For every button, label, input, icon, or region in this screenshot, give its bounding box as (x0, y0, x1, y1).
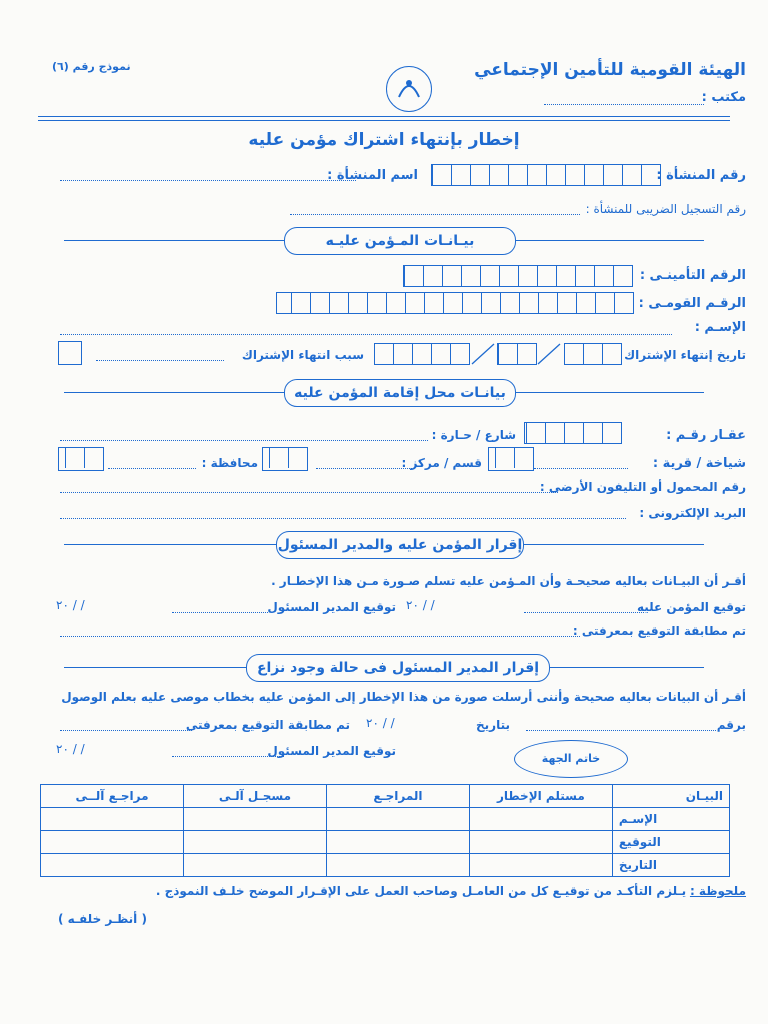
form-number: نموذج رقم (٦) (52, 60, 131, 73)
end-day-boxes[interactable] (374, 343, 470, 365)
governorate-field[interactable] (108, 468, 196, 469)
insured-name-label: الإسـم : (694, 320, 746, 335)
table-row (41, 854, 730, 877)
dispute-match-label: تم مطابقة التوقيع بمعرفتى (185, 718, 350, 732)
table-row (41, 808, 730, 831)
district-code-boxes[interactable] (488, 447, 534, 471)
district-field[interactable] (316, 468, 412, 469)
table-header: مستلم الإخطار (469, 785, 612, 808)
insured-name-field[interactable] (60, 334, 672, 335)
note-text: يـلزم التأكـد من توقيـع كل من العامـل وصاحب العمل على الإقـرار الموضح خلـف النموذج . (155, 884, 687, 898)
table-header: مراجـع آلــى (41, 785, 184, 808)
dispute-match-field[interactable] (60, 730, 192, 731)
district-label: قسم / مركز : (401, 456, 482, 470)
logo-icon (387, 67, 431, 111)
table-header: المراجـع (326, 785, 469, 808)
declaration-statement: أقـر أن البيـانات بعاليه صحيحـة وأن المـؤمن عليه تسلم صـورة مـن هذا الإخطـار . (271, 574, 746, 588)
office-label: مكتب : (701, 90, 746, 105)
dispute-manager-signature-field[interactable] (172, 756, 284, 757)
table-cell[interactable] (41, 808, 184, 831)
dispute-manager-signature-date[interactable]: / / ٢٠ (56, 742, 85, 756)
table-header: البيـان (612, 785, 729, 808)
table-header: مسجـل آلـى (183, 785, 326, 808)
table-cell[interactable] (41, 831, 184, 854)
property-number-boxes[interactable] (524, 422, 622, 444)
table-cell[interactable] (469, 854, 612, 877)
logo-emblem (386, 66, 432, 112)
note (156, 884, 746, 898)
signature-match-label: تم مطابقة التوقيع بمعرفتى : (572, 624, 746, 638)
insurance-number-label: الرقم التأمينـى : (639, 268, 746, 283)
table-cell[interactable] (326, 808, 469, 831)
insurance-number-boxes[interactable] (403, 265, 633, 287)
reason-label: سبب انتهاء الإشتراك (241, 348, 364, 362)
office-field[interactable] (544, 104, 704, 105)
residence-section-heading: بيانـات محل إقامة المؤمن عليه (284, 379, 516, 407)
header-divider-bottom (38, 120, 730, 121)
manager-signature-label: توقيع المدير المسئول (267, 600, 396, 614)
date-separator-icon (536, 342, 562, 366)
table-cell[interactable] (469, 831, 612, 854)
establishment-number-boxes[interactable] (431, 164, 661, 186)
letter-number-label: برقم (716, 718, 746, 732)
establishment-name-label: اسم المنشأة : (327, 168, 418, 183)
letter-number-field[interactable] (526, 730, 716, 731)
table-cell[interactable] (326, 854, 469, 877)
table-cell[interactable] (469, 808, 612, 831)
establishment-number-label: رقم المنشأة : (656, 168, 746, 183)
village-label: شياخة / قرية : (652, 456, 746, 471)
table-cell[interactable] (183, 808, 326, 831)
email-field[interactable] (60, 518, 626, 519)
reason-code-box[interactable] (58, 341, 82, 365)
form-title: إخطار بإنتهاء اشتراك مؤمن عليه (248, 130, 520, 150)
table-row-label: التوقيع (612, 831, 729, 854)
review-table (40, 784, 730, 877)
end-date-label: تاريخ إنتهاء الإشتراك (624, 348, 746, 362)
table-cell[interactable] (183, 854, 326, 877)
table-cell[interactable] (326, 831, 469, 854)
governorate-boxes[interactable] (58, 447, 104, 471)
insured-signature-field[interactable] (524, 612, 644, 613)
phone-label: رقم المحمول أو التليفون الأرضى : (539, 480, 746, 494)
village-field[interactable] (534, 468, 628, 469)
tax-label: رقم التسجيل الضريبى للمنشأة : (585, 202, 746, 216)
tax-field[interactable] (290, 214, 580, 215)
insured-signature-label: توقيع المؤمن عليه (636, 600, 746, 614)
governorate-code-boxes[interactable] (262, 447, 308, 471)
reason-field[interactable] (96, 360, 224, 361)
header-divider-top (38, 116, 730, 117)
see-back: ( أنظـر خلفـه ) (58, 912, 147, 926)
dispute-statement: أقـر أن البيانات بعاليه صحيحة وأننى أرسلت صورة من هذا الإخطار إلى المؤمن عليه بخطاب موصى عليه بعلم الوصول (61, 690, 746, 704)
letter-date-label: بتاريخ (476, 718, 510, 732)
table-cell[interactable] (183, 831, 326, 854)
table-row-label: التاريخ (612, 854, 729, 877)
property-number-label: عقـار رقـم : (666, 428, 746, 443)
end-month-boxes[interactable] (497, 343, 537, 365)
dispute-section-heading: إقرار المدير المسئول فى حالة وجود نزاع (246, 654, 550, 682)
national-number-label: الرقـم القومـى : (638, 296, 746, 311)
table-header-row (41, 785, 730, 808)
note-label: ملحوظة : (689, 884, 746, 898)
manager-signature-field[interactable] (172, 612, 268, 613)
declaration-section-heading: إقرار المؤمن عليه والمدير المسئول (276, 531, 524, 559)
street-label: شارع / حـارة : (431, 428, 516, 442)
org-name: الهيئة القومية للتأمين الإجتماعي (474, 60, 746, 80)
table-cell[interactable] (41, 854, 184, 877)
insured-section-heading: بيـانـات المـؤمن عليـه (284, 227, 516, 255)
insured-signature-date[interactable]: / / ٢٠ (406, 598, 435, 612)
table-row (41, 831, 730, 854)
street-field[interactable] (60, 440, 428, 441)
national-number-boxes[interactable] (276, 292, 634, 314)
manager-signature-date[interactable]: / / ٢٠ (56, 598, 85, 612)
date-separator-icon (470, 342, 496, 366)
table-row-label: الإسـم (612, 808, 729, 831)
stamp-oval[interactable]: خاتم الجهة (514, 740, 628, 778)
dispute-manager-signature-label: توقيع المدير المسئول (267, 744, 396, 758)
phone-field[interactable] (60, 492, 558, 493)
signature-match-field[interactable] (60, 636, 580, 637)
email-label: البريد الإلكترونى : (639, 506, 746, 520)
letter-date-value[interactable]: / / ٢٠ (366, 716, 395, 730)
establishment-name-field[interactable] (60, 180, 356, 181)
end-year-boxes[interactable] (564, 343, 622, 365)
governorate-label: محافظة : (201, 456, 258, 470)
